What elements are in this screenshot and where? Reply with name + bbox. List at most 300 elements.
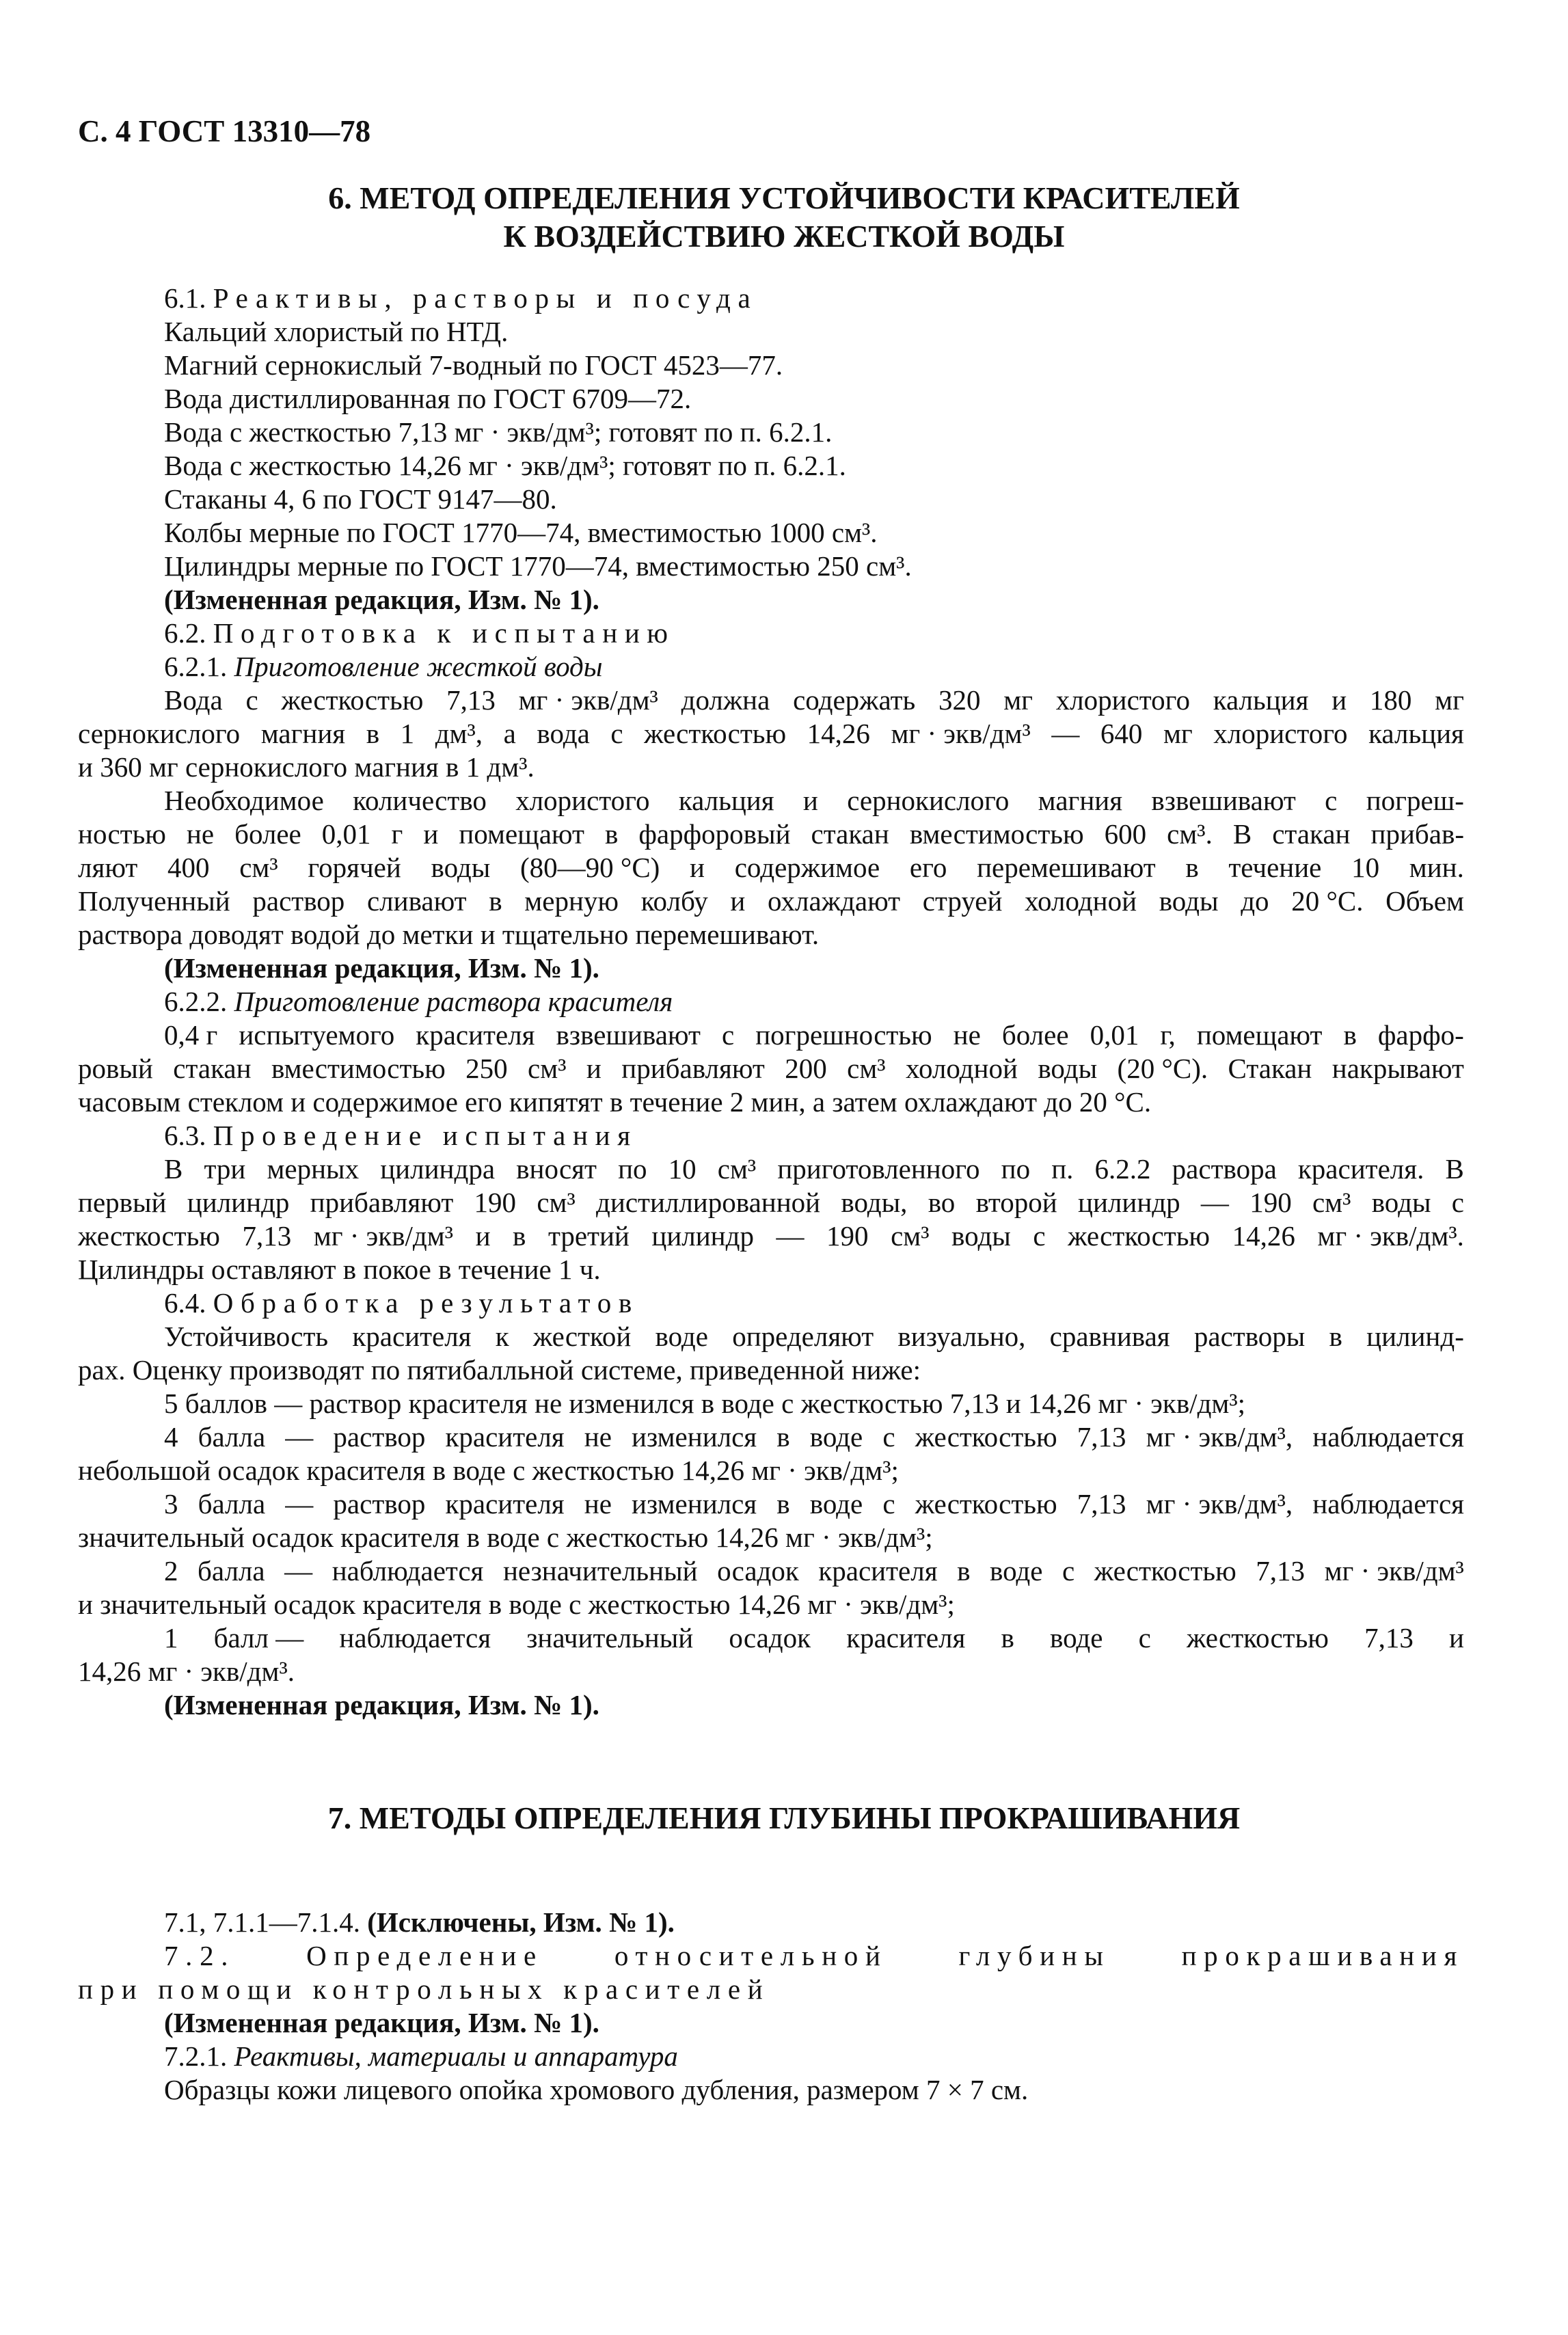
section-6-title-line-2: К ВОЗДЕЙСТВИЮ ЖЕСТКОЙ ВОДЫ [503,219,1065,254]
word: красителя [818,1555,938,1587]
word: Необходимое [164,785,324,816]
word: В [1445,1153,1464,1185]
text-line [78,1420,1464,1454]
word: не [584,1421,612,1453]
text-run: 6.2. [164,617,213,649]
text-run: и 360 мг сернокислого магния в 1 дм³. [78,751,535,783]
text-line [78,951,1464,985]
word: воды [1038,1053,1098,1084]
word: мг · экв/дм³. [1317,1220,1464,1252]
word: и [475,1220,491,1252]
word: В [1232,818,1252,850]
word: с [1033,1220,1046,1252]
word: п. [1051,1153,1074,1185]
word: красителя [445,1421,565,1453]
text-run: Обработка результатов [213,1287,639,1319]
word: кальция [1213,684,1309,716]
word: мг · экв/дм³ [313,1220,454,1252]
text-line [78,1487,1464,1521]
word: изменился [632,1421,757,1453]
text-run: (Исключены, Изм. № 1). [367,1906,675,1938]
word: вместимостью [909,818,1084,850]
word: в [1001,1622,1014,1654]
word: помещают [459,818,584,850]
word: его [909,852,947,883]
word: мин. [1409,852,1464,883]
section-6-title-line-1: 6. МЕТОД ОПРЕДЕЛЕНИЯ УСТОЙЧИВОСТИ КРАСИТЕЛЕЙ [328,180,1240,215]
text-line [78,1320,1464,1353]
word: струей [922,885,1003,917]
word: 6.2.2 [1094,1153,1151,1185]
word: стакан [1272,818,1351,850]
text-run: и значительный осадок красителя в воде с жесткостью 14,26 мг · экв/дм³; [78,1589,955,1620]
word: красителя [416,1019,535,1051]
text-run: 6.2.1. [164,651,234,682]
text-run: 7.2.1. [164,2040,234,2072]
word: колбу [640,885,708,917]
word: помещают [1196,1019,1323,1051]
word: ровый [78,1053,153,1084]
word: сернокислого [78,718,241,749]
word: В [164,1153,183,1185]
word: течение [1228,852,1322,883]
text-line [78,1186,1464,1219]
word: наблюдается [1312,1488,1464,1520]
text-run: при помощи контрольных красителей [78,1973,770,2005]
word: воды [1371,1187,1431,1218]
text-run: 7.1, 7.1.1—7.1.4. [164,1906,368,1938]
word: раствора [1172,1153,1277,1185]
text-line [78,516,1464,550]
word: воде [990,1555,1043,1587]
word: должна [681,684,770,716]
word: жесткостью [1094,1555,1236,1587]
word: — [1200,1187,1229,1218]
text-line [78,583,1464,617]
word: цилиндра [380,1153,496,1185]
word: 190 [826,1220,869,1252]
word: Объем [1385,885,1464,917]
word: мг [1003,684,1033,716]
word: — [284,1555,313,1587]
text-line [78,1353,1464,1387]
text-line [78,1018,1464,1052]
text-run: Стаканы 4, 6 по ГОСТ 9147—80. [164,483,557,515]
text-line [78,1688,1464,1722]
word: красителя [352,1321,472,1352]
word: в [604,818,619,850]
text-run: Цилиндры мерные по ГОСТ 1770—74, вместимостью 250 см³. [164,550,912,582]
text-run: (Измененная редакция, Изм. № 1). [164,1689,599,1720]
word: цилиндр [187,1187,290,1218]
section-6-title [0,179,1568,256]
word: воды [431,852,491,883]
word: воде [655,1321,708,1352]
word: воды, [841,1187,908,1218]
word: взвешивают [1151,785,1296,816]
text-line [78,1655,1464,1688]
word: 10 [1351,852,1380,883]
text-line [78,1052,1464,1085]
word: вносят [516,1153,597,1185]
word: раствор [252,885,345,917]
word: наблюдается [332,1555,484,1587]
word: в [1343,1019,1357,1051]
word: жесткостью [78,1220,220,1252]
word: сливают [366,885,467,917]
word: см³. [1167,818,1213,850]
word: Устойчивость [164,1321,329,1352]
word: незначительный [502,1555,698,1587]
word: в [366,718,380,749]
word: жесткостью [644,718,787,749]
word: осадок [717,1555,799,1587]
word: холодной [1025,885,1137,917]
word: 180 [1369,684,1412,716]
text-run: 6.3. [164,1120,213,1151]
word: мг · экв/дм³ [518,684,658,716]
word: воде [809,1488,863,1520]
text-line [78,1085,1464,1119]
text-line [78,315,1464,349]
text-run: (Измененная редакция, Изм. № 1). [164,584,599,615]
text-line [78,918,1464,951]
word: см³ [1312,1187,1351,1218]
word: три [204,1153,246,1185]
text-line [78,1387,1464,1420]
text-line [78,1554,1464,1588]
text-line [78,650,1464,684]
word: см³ [847,1053,886,1084]
word: с [882,1488,895,1520]
word: охлаждают [768,885,901,917]
word: с [245,684,258,716]
word: хлористого [1055,684,1190,716]
word: во [928,1187,956,1218]
word: — [285,1488,314,1520]
word: изменился [632,1488,757,1520]
text-line [78,885,1464,918]
word: см³ [239,852,278,883]
word: жесткостью [915,1421,1057,1453]
word: 0,01 [321,818,371,850]
word: и [423,818,439,850]
text-run: 6.4. [164,1287,213,1319]
word: красителя [846,1622,966,1654]
word: 320 [938,684,981,716]
word: прокрашивания [1181,1940,1464,1971]
word: более [1001,1019,1069,1051]
page-header: С. 4 ГОСТ 13310—78 [78,114,371,148]
word: Полученный [78,885,230,917]
word: в [513,1220,526,1252]
word: воде [809,1421,863,1453]
word: см³ [528,1053,567,1084]
word: магния [260,718,346,749]
word: — [1051,718,1080,749]
word: кальция [678,785,774,816]
text-run: значительный осадок красителя в воде с жесткостью 14,26 мг · экв/дм³; [78,1522,933,1553]
word: испытуемого [239,1019,395,1051]
word: относительной [614,1940,888,1971]
text-run: рах. Оценку производят по пятибалльной системе, приведенной ниже: [78,1354,921,1386]
word: наблюдается [1312,1421,1464,1453]
text-line [78,550,1464,583]
word: стакан [811,818,889,850]
word: мг · экв/дм³, [1146,1421,1293,1453]
word: хлористого [515,785,650,816]
word: 200 [785,1053,827,1084]
word: вода [537,718,590,749]
word: мерных [267,1153,360,1185]
section-7-title [0,1799,1568,1837]
text-line [78,1152,1464,1186]
text-line [78,349,1464,382]
word: и [1332,684,1347,716]
text-run: Вода с жесткостью 14,26 мг · экв/дм³; готовят по п. 6.2.1. [164,450,846,481]
text-line [78,2006,1464,2040]
text-run: небольшой осадок красителя в воде с жесткостью 14,26 мг · экв/дм³; [78,1455,899,1486]
text-line [78,1219,1464,1253]
word: хлористого [1213,718,1348,749]
word: раствор [333,1488,426,1520]
word: горячей [308,852,401,883]
word: не [186,818,215,850]
word: мг [1435,684,1464,716]
word: 7,13 [1256,1555,1306,1587]
word: г, [1160,1019,1176,1051]
text-run: 5 баллов — раствор красителя не изменился в воде с жесткостью 7,13 и 14,26 мг · экв/дм³; [164,1388,1246,1419]
word: мг · экв/дм³ [891,718,1031,749]
word: красителя. [1297,1153,1424,1185]
word: цилиндр [1078,1187,1180,1218]
text-line [78,1521,1464,1554]
text-line [78,784,1464,818]
text-line [78,1454,1464,1487]
word: в [489,885,502,917]
word: ностью [78,818,166,850]
word: с [1325,785,1338,816]
word: с [610,718,623,749]
word: к [495,1321,509,1352]
word: — [285,1421,314,1453]
word: и [802,785,818,816]
word: содержимое [734,852,880,883]
word: жесткостью [1186,1622,1329,1654]
word: воды [951,1220,1011,1252]
text-line [78,717,1464,751]
text-line [78,2040,1464,2073]
word: 20 °С. [1291,885,1364,917]
word: мг · экв/дм³ [1324,1555,1464,1587]
text-run: Цилиндры оставляют в покое в течение 1 ч. [78,1254,601,1285]
word: жесткой [532,1321,632,1352]
word: по [618,1153,647,1185]
word: визуально, [897,1321,1026,1352]
word: взвешивают [556,1019,701,1051]
word: воды [1159,885,1219,917]
text-line [78,1286,1464,1320]
word: 0,4 г [164,1019,218,1051]
text-run: часовым стеклом и содержимое его кипятят в течение 2 мин, а затем охлаждают до 20 °С. [78,1086,1152,1118]
word: вместимостью [271,1053,446,1084]
word: мг · экв/дм³, [1146,1488,1293,1520]
word: дм³, [435,718,483,749]
word: балла [198,1555,265,1587]
word: прибав- [1370,818,1464,850]
text-run: Магний сернокислый 7-водный по ГОСТ 4523—77. [164,349,783,381]
word: в [776,1488,790,1520]
word: 7,13 [242,1220,292,1252]
word: не [953,1019,981,1051]
text-line [78,617,1464,650]
word: цилинд- [1366,1321,1464,1352]
text-line [78,382,1464,416]
word: в [1329,1321,1342,1352]
text-run: 6.2.2. [164,986,234,1017]
word: 400 [167,852,210,883]
word: в [957,1555,971,1587]
word: 1 [400,718,415,749]
word: 640 [1100,718,1143,749]
word: 190 [474,1187,517,1218]
word: 1 [164,1622,178,1654]
text-line [78,751,1464,784]
word: количество [353,785,487,816]
word: мерную [524,885,619,917]
word: 190 [1249,1187,1292,1218]
text-run: (Измененная редакция, Изм. № 1). [164,952,599,984]
word: сравнивая [1049,1321,1170,1352]
word: третий [548,1220,630,1252]
text-line [78,1906,1464,1939]
word: более [234,818,301,850]
text-run: раствора доводят водой до метки и тщательно перемешивают. [78,919,820,950]
word: жесткостью [915,1488,1057,1520]
word: и [730,885,746,917]
word: (20 °С). [1117,1053,1208,1084]
text-run: Образцы кожи лицевого опойка хромового дубления, размером 7 × 7 см. [164,2074,1029,2105]
word: см³ [891,1220,930,1252]
word: 4 [164,1421,178,1453]
word: содержать [793,684,916,716]
word: воде [1050,1622,1103,1654]
section-7-body [78,1906,1464,2107]
text-line [78,1973,1464,2006]
word: 2 [164,1555,178,1587]
word: в [1185,852,1199,883]
word: фарфо- [1377,1019,1464,1051]
word: 14,26 [1232,1220,1295,1252]
word: балла [198,1488,266,1520]
text-line [78,1588,1464,1621]
word: 0,01 [1090,1019,1139,1051]
word: погреш- [1366,785,1464,816]
word: — [776,1220,805,1252]
section-7-title-line: 7. МЕТОДЫ ОПРЕДЕЛЕНИЯ ГЛУБИНЫ ПРОКРАШИВАНИЯ [327,1800,1241,1835]
text-run: Реактивы, материалы и аппаратура [234,2040,678,2072]
word: красителя [445,1488,565,1520]
word: Определение [306,1940,543,1971]
word: осадок [729,1622,811,1654]
word: жесткостью [1068,1220,1211,1252]
word: и [586,1053,601,1084]
word: магния [1038,785,1123,816]
word: 14,26 [807,718,870,749]
text-line [78,1119,1464,1152]
word: растворы [1193,1321,1306,1352]
text-line [78,1253,1464,1286]
text-line [78,1621,1464,1655]
word: балл — [213,1622,304,1654]
word: а [503,718,516,749]
text-run: Вода с жесткостью 7,13 мг · экв/дм³; готовят по п. 6.2.1. [164,416,833,448]
word: сернокислого [847,785,1010,816]
word: 600 [1104,818,1147,850]
word: в [776,1421,790,1453]
text-run: Приготовление раствора красителя [234,986,673,1017]
text-line [78,684,1464,717]
section-6-body [78,282,1464,1722]
word: балла [198,1421,266,1453]
word: второй [975,1187,1057,1218]
word: 10 [668,1153,697,1185]
word: Вода [164,684,223,716]
word: 7,13 [1077,1421,1126,1453]
word: 7,13 [1364,1622,1414,1654]
text-run: Подготовка к испытанию [213,617,675,649]
text-line [78,2073,1464,2107]
text-line [78,483,1464,516]
text-run: Реактивы, растворы и посуда [213,282,758,314]
word: до [1241,885,1269,917]
word: г [391,818,403,850]
word: 7,13 [446,684,496,716]
word: дистиллированной [596,1187,821,1218]
text-line [78,282,1464,315]
text-line [78,1939,1464,1973]
text-run: Кальций хлористый по НТД. [164,316,509,347]
word: наблюдается [339,1622,491,1654]
word: накрывают [1332,1053,1464,1084]
word: погрешностью [755,1019,932,1051]
word: прибавляют [621,1053,765,1084]
word: с [882,1421,895,1453]
word: (80—90 °С) [520,852,660,883]
word: с [1138,1622,1151,1654]
word: 7.2. [164,1940,236,1971]
text-line [78,416,1464,449]
word: кальция [1368,718,1464,749]
word: определяют [732,1321,874,1352]
word: перемешивают [977,852,1156,883]
text-run: 14,26 мг · экв/дм³. [78,1656,295,1687]
word: не [584,1488,612,1520]
text-line [78,818,1464,851]
word: приготовленного [777,1153,980,1185]
word: и [1448,1622,1464,1654]
text-run: Приготовление жесткой воды [234,651,603,682]
word: с [721,1019,735,1051]
word: глубины [958,1940,1111,1971]
word: ляют [78,852,138,883]
word: прибавляют [310,1187,454,1218]
text-line [78,985,1464,1018]
text-run: Вода дистиллированная по ГОСТ 6709—72. [164,383,692,414]
word: см³ [537,1187,576,1218]
text-line [78,851,1464,885]
word: холодной [906,1053,1018,1084]
